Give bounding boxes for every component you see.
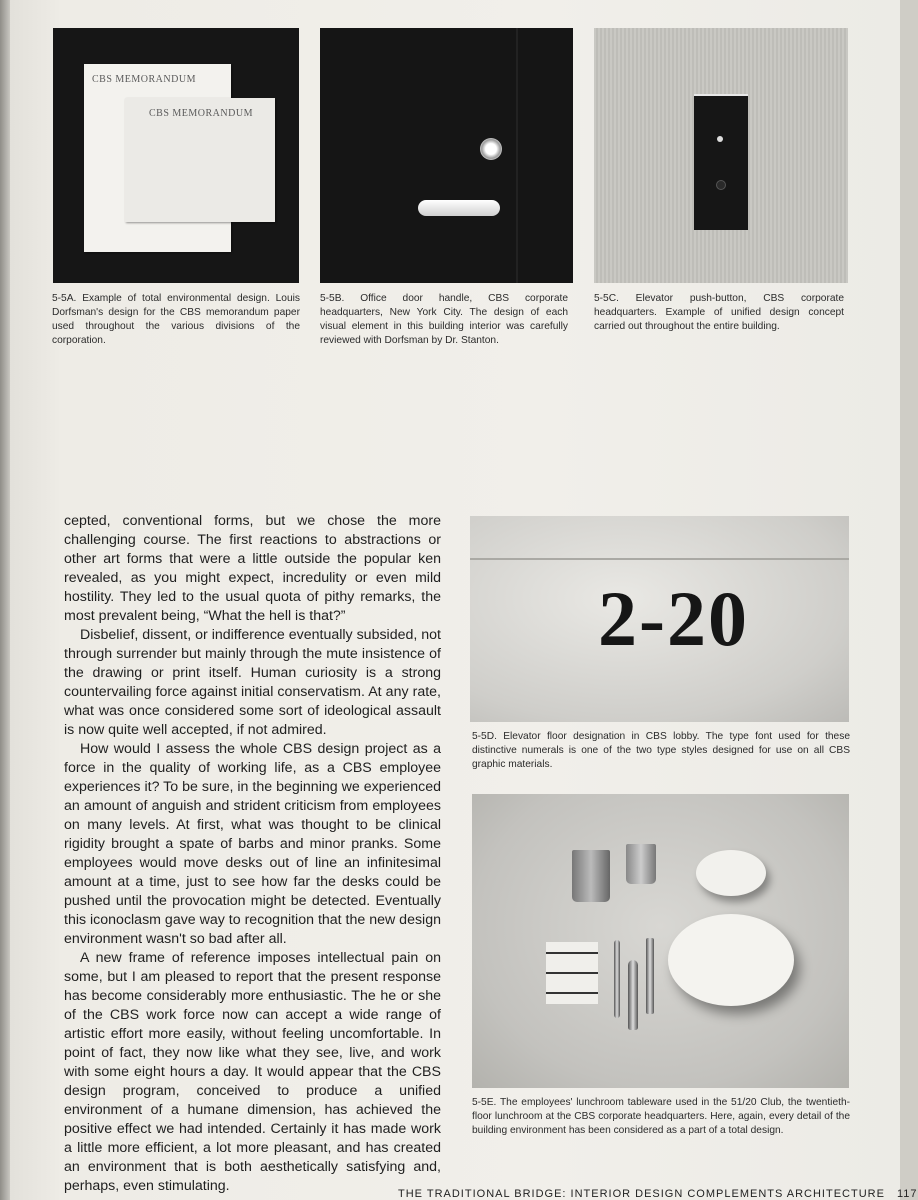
book-page: [8, 0, 918, 1200]
down-button: [716, 180, 726, 190]
spoon: [628, 960, 638, 1030]
floor-numerals: 2-20: [598, 575, 749, 662]
knife: [614, 940, 620, 1018]
article-body: [64, 512, 441, 1196]
body-paragraph-2: Disbelief, dissent, or indifference eventually subsided, not through surrender but mainly through the mute insistence of the drawing or print itself. Human curiosity is a strong countervailing force against initial conservatism. At any rate, what was once considered some sort of ideological assault is now quite well accepted, if not admired.: [64, 627, 441, 738]
memo-title-back: CBS MEMORANDUM: [92, 74, 196, 85]
memo-title-front: CBS MEMORANDUM: [149, 108, 253, 119]
fork: [646, 938, 654, 1014]
facing-page-edge: [8, 299, 36, 1162]
caption-5-5c: 5-5C. Elevator push-button, CBS corporate headquarters. Example of unified design concept carried out throughout the entire building.: [594, 293, 844, 332]
caption-5-5b: 5-5B. Office door handle, CBS corporate headquarters, New York City. The design of each visual element in this building interior was carefully reviewed with Dorfsman by Dr. Stanton.: [320, 293, 568, 346]
dinner-plate: [668, 914, 794, 1006]
marble-band: [470, 558, 849, 560]
elevator-panel: [694, 96, 748, 230]
running-head: THE TRADITIONAL BRIDGE: INTERIOR DESIGN COMPLEMENTS ARCHITECTURE: [398, 1188, 885, 1200]
caption-5-5d: 5-5D. Elevator floor designation in CBS lobby. The type font used for these distinctive numerals is one of the two type styles designed for use on all CBS graphic materials.: [472, 731, 850, 770]
body-paragraph-3: How would I assess the whole CBS design project as a force in the quality of working life, as a CBS employee experiences it? To be sure, in the beginning we experienced an amount of anguish and strident criticism from employees on many levels. At first, what was thought to be clinical rigidity brought a spate of barbs and minor pranks. Some employees would move desks out of line an infinitesimal amount at a time, just to see how far the desks could be pushed until the provocation might be detected. Eventually this iconoclasm gave way to recognition that the new design environment wasn't so bad after all.: [64, 741, 441, 947]
tumbler-large: [572, 850, 610, 902]
photo-door-handle: [320, 28, 573, 283]
side-plate: [696, 850, 766, 896]
photo-elevator-button: [594, 28, 848, 283]
up-button: [717, 136, 723, 142]
page-footer: [398, 1188, 918, 1200]
door-lock: [480, 138, 502, 160]
caption-5-5e: 5-5E. The employees' lunchroom tableware used in the 51/20 Club, the twentieth-floor lunchroom at the CBS corporate headquarters. Here, again, every detail of the building environment has been considered as a part of a total design.: [472, 1097, 850, 1136]
photo-floor-designation: [470, 516, 849, 722]
photo-cbs-memorandum: [53, 28, 299, 283]
body-paragraph-1: cepted, conventional forms, but we chose the more challenging course. The first reactions to abstractions or other art forms that were a little outside the popular ken revealed, as you might expect, incredulity or even mild hostility. They led to the usual quota of pithy remarks, the most prevalent being, “What the hell is that?”: [64, 513, 441, 624]
tumbler-small: [626, 844, 656, 884]
matchbooks: [546, 942, 598, 1004]
memo-sheet-front: [125, 98, 275, 222]
caption-5-5a: 5-5A. Example of total environmental design. Louis Dorfsman's design for the CBS memorandum paper used throughout the various divisions of the corporation.: [52, 293, 300, 346]
body-paragraph-4: A new frame of reference imposes intellectual pain on some, but I am pleased to report that the present response has become considerably more enthusiastic. The he or she of the CBS work force now can accept a wide range of artistic effort more easily, without feeling uncomfortable. In point of fact, they now like what they see, live, and work with some eight hours a day. It would appear that the CBS design program, conceived to produce a unified environment of a humane dimension, has achieved the positive effect we had intended. Certainly it has made work a little more efficient, a lot more pleasant, and has created an environment that is both aesthetically satisfying and, perhaps, even stimulating.: [64, 950, 441, 1194]
door-handle: [418, 200, 500, 216]
page-number: 117: [897, 1188, 918, 1200]
door-seam: [516, 28, 518, 283]
photo-lunchroom-tableware: [472, 794, 849, 1088]
